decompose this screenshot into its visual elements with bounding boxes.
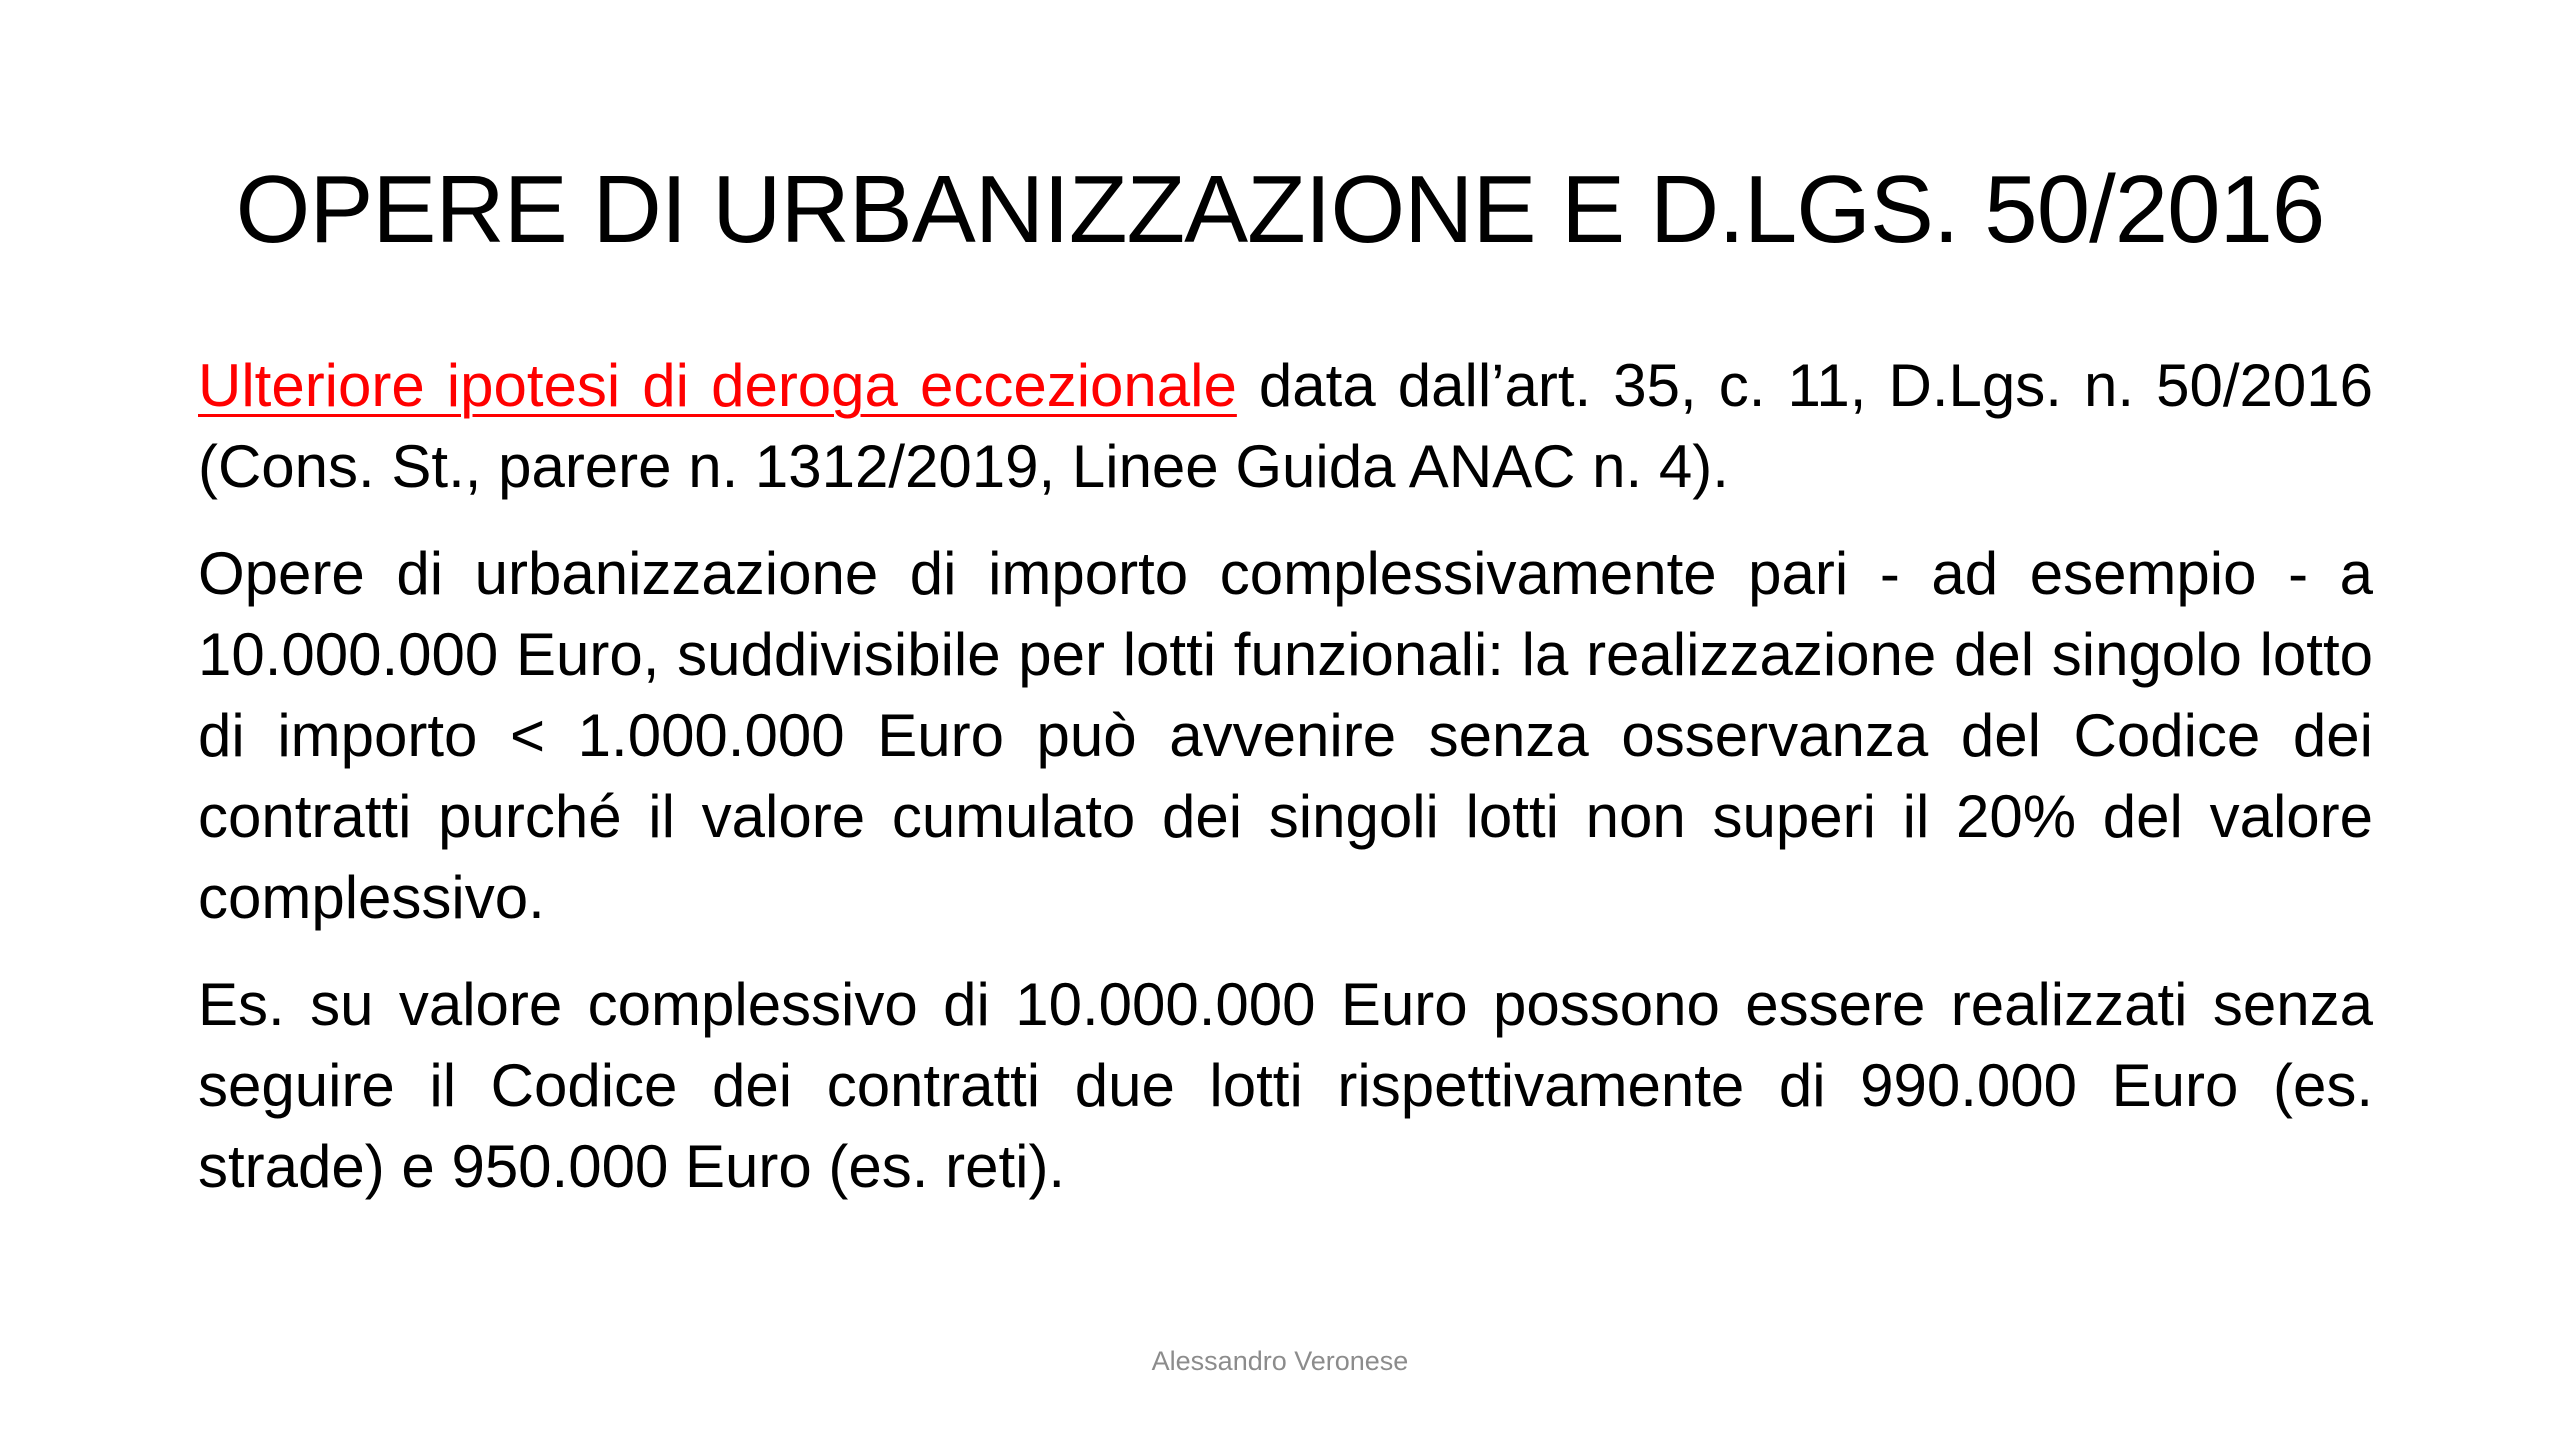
paragraph-3: Es. su valore complessivo di 10.000.000 Euro possono essere realizzati senza seguire il Codice dei contratti due lotti rispettivamente di 990.000 Euro (es. strade) e 950.000 Euro (es. reti).	[198, 971, 2373, 1200]
paragraph-1	[198, 345, 2373, 507]
paragraph-1-text: data dall’art. 35, c. 11, D.Lgs. n. 50/2016 (Cons. St., parere n. 1312/2019, Linee Guida ANAC n. 4).	[198, 352, 2373, 500]
footer-author: Alessandro Veronese	[1151, 1346, 1409, 1376]
slide-body	[198, 345, 2373, 1233]
paragraph-2: Opere di urbanizzazione di importo complessivamente pari - ad esempio - a 10.000.000 Euro, suddivisibile per lotti funzionali: la realizzazione del singolo lotto di importo < 1.000.000 Euro può avvenire senza osservanza del Codice dei contratti purché il valore cumulato dei singoli lotti non superi il 20% del valore complessivo.	[198, 540, 2373, 931]
slide-title: OPERE DI URBANIZZAZIONE E D.LGS. 50/2016	[235, 156, 2325, 263]
highlighted-phrase: Ulteriore ipotesi di deroga eccezionale	[198, 352, 1237, 419]
